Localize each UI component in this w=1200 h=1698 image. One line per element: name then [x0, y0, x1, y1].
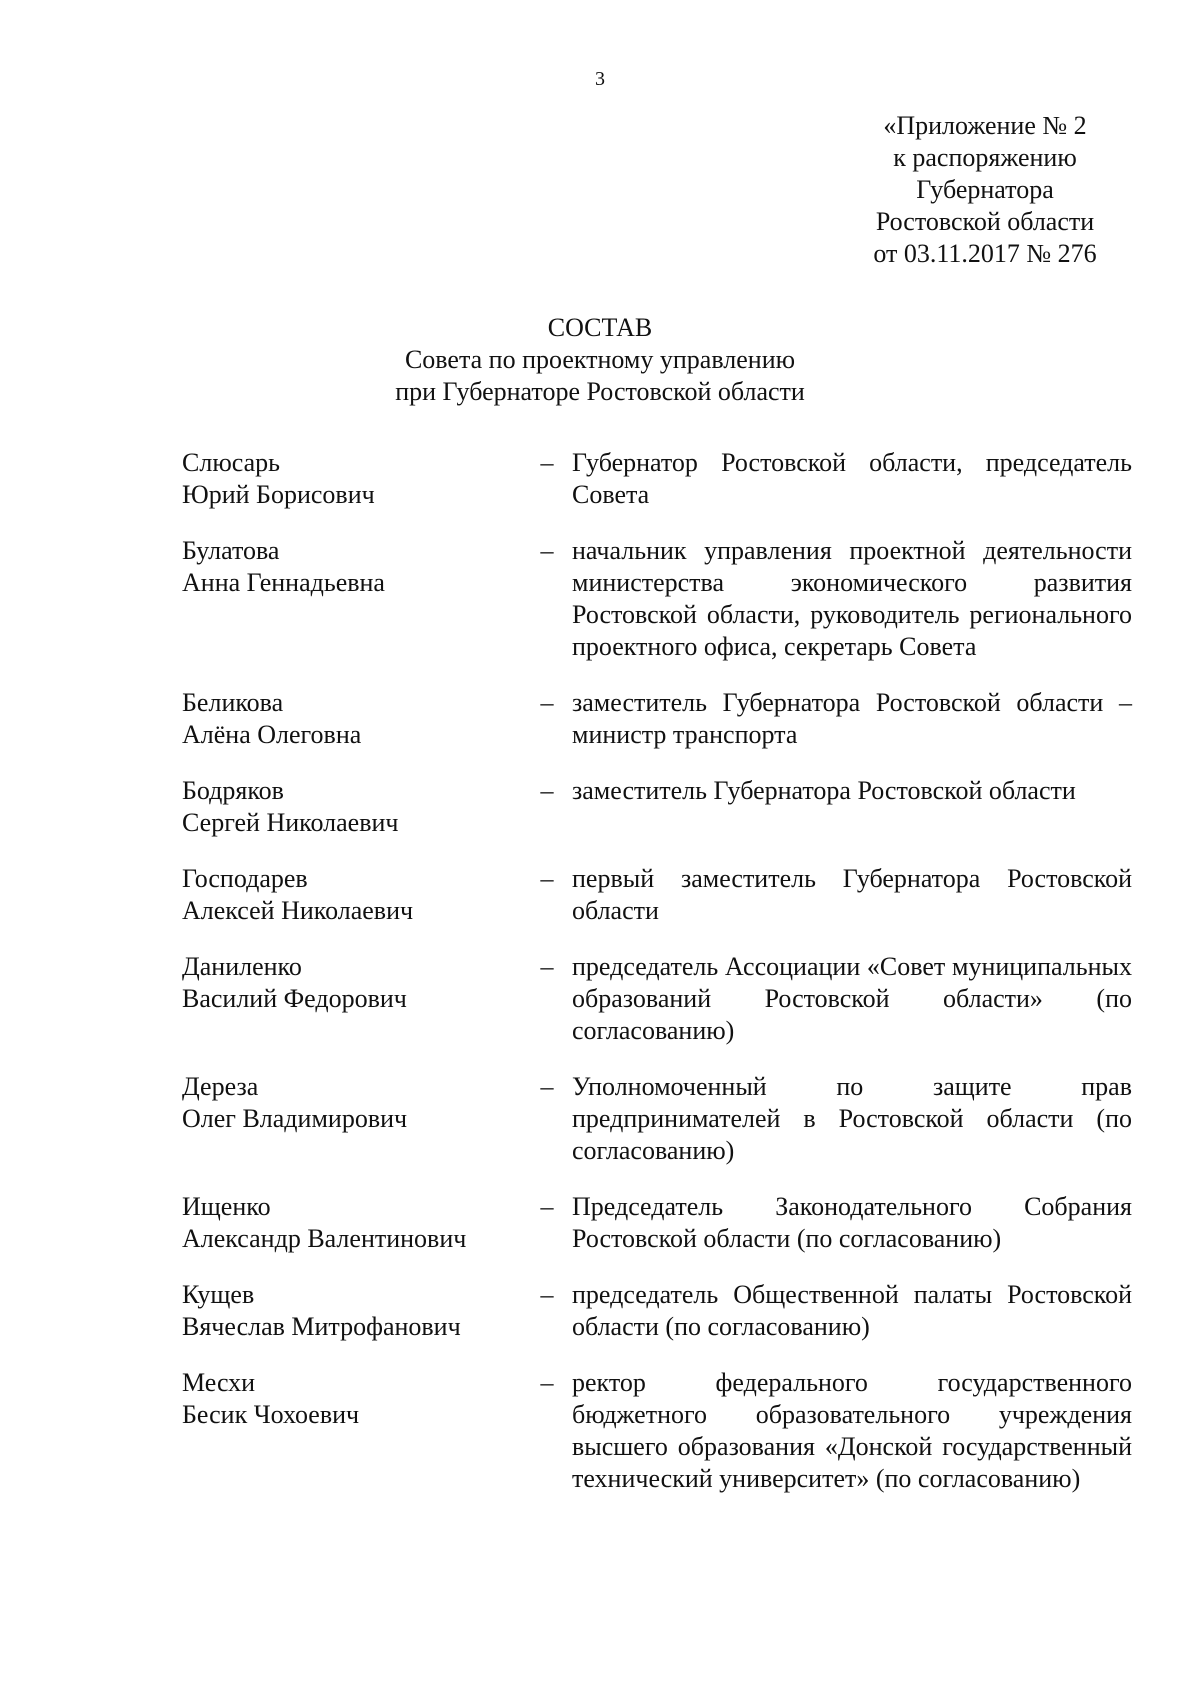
member-surname: Ищенко	[182, 1192, 271, 1221]
member-dash: –	[540, 952, 554, 981]
appendix-block	[820, 110, 1150, 270]
member-entry	[182, 1279, 1132, 1343]
member-entry	[182, 1071, 1132, 1167]
member-role: Губернатор Ростовской области, председатель Совета	[572, 448, 1132, 509]
member-name	[182, 687, 522, 751]
member-entry	[182, 687, 1132, 751]
member-dash: –	[540, 688, 554, 717]
member-role: заместитель Губернатора Ростовской области – министр транспорта	[572, 688, 1132, 749]
member-dash: –	[540, 1368, 554, 1397]
member-given-names: Олег Владимирович	[182, 1104, 408, 1133]
member-surname: Господарев	[182, 864, 308, 893]
member-surname: Булатова	[182, 536, 280, 565]
member-name	[182, 1367, 522, 1495]
member-given-names: Бесик Чохоевич	[182, 1400, 360, 1429]
document-heading	[0, 312, 1200, 408]
member-given-names: Александр Валентинович	[182, 1224, 467, 1253]
appendix-line: к распоряжению	[893, 143, 1077, 172]
member-name	[182, 1191, 522, 1255]
member-entry	[182, 775, 1132, 839]
member-name	[182, 1071, 522, 1167]
member-name	[182, 447, 522, 511]
member-surname: Даниленко	[182, 952, 302, 981]
member-role: начальник управления проектной деятельности министерства экономического развития Ростовской области, руководитель регионального проектного офиса, секретарь Совета	[572, 536, 1132, 661]
member-dash: –	[540, 1192, 554, 1221]
member-dash: –	[540, 776, 554, 805]
member-dash: –	[540, 864, 554, 893]
member-given-names: Алексей Николаевич	[182, 896, 414, 925]
member-role: председатель Ассоциации «Совет муниципальных образований Ростовской области» (по согласованию)	[572, 952, 1132, 1045]
member-role: первый заместитель Губернатора Ростовской области	[572, 864, 1132, 925]
member-given-names: Алёна Олеговна	[182, 720, 362, 749]
member-role: Уполномоченный по защите прав предпринимателей в Ростовской области (по согласованию)	[572, 1072, 1132, 1165]
member-given-names: Вячеслав Митрофанович	[182, 1312, 461, 1341]
member-given-names: Сергей Николаевич	[182, 808, 399, 837]
member-surname: Месхи	[182, 1368, 256, 1397]
member-role: заместитель Губернатора Ростовской области	[572, 776, 1076, 805]
member-dash: –	[540, 1280, 554, 1309]
member-role: Председатель Законодательного Собрания Ростовской области (по согласованию)	[572, 1192, 1132, 1253]
document-subtitle: Совета по проектному управлению	[404, 345, 796, 374]
member-name	[182, 1279, 522, 1343]
member-role: председатель Общественной палаты Ростовской области (по согласованию)	[572, 1280, 1132, 1341]
appendix-line: Губернатора	[916, 175, 1054, 204]
appendix-line: «Приложение № 2	[883, 111, 1087, 140]
member-given-names: Анна Геннадьевна	[182, 568, 385, 597]
member-dash: –	[540, 536, 554, 565]
appendix-line: от 03.11.2017 № 276	[873, 239, 1097, 268]
member-entry	[182, 1191, 1132, 1255]
page-number: 3	[595, 68, 605, 90]
member-entry	[182, 535, 1132, 663]
member-surname: Бодряков	[182, 776, 284, 805]
document-subtitle: при Губернаторе Ростовской области	[395, 377, 805, 406]
member-entry	[182, 863, 1132, 927]
member-entry	[182, 447, 1132, 511]
member-surname: Кущев	[182, 1280, 255, 1309]
member-name	[182, 863, 522, 927]
member-surname: Беликова	[182, 688, 284, 717]
member-name	[182, 775, 522, 839]
member-dash: –	[540, 1072, 554, 1101]
appendix-line: Ростовской области	[875, 207, 1095, 236]
member-given-names: Василий Федорович	[182, 984, 407, 1013]
member-surname: Дереза	[182, 1072, 259, 1101]
member-entry	[182, 951, 1132, 1047]
document-title: СОСТАВ	[547, 313, 653, 342]
member-dash: –	[540, 448, 554, 477]
member-entry	[182, 1367, 1132, 1495]
members-list	[182, 447, 1132, 1519]
member-name	[182, 535, 522, 663]
member-name	[182, 951, 522, 1047]
member-given-names: Юрий Борисович	[182, 480, 375, 509]
member-surname: Слюсарь	[182, 448, 280, 477]
member-role: ректор федерального государственного бюджетного образовательного учреждения высшего образования «Донской государственный технический университет» (по согласованию)	[572, 1368, 1132, 1493]
